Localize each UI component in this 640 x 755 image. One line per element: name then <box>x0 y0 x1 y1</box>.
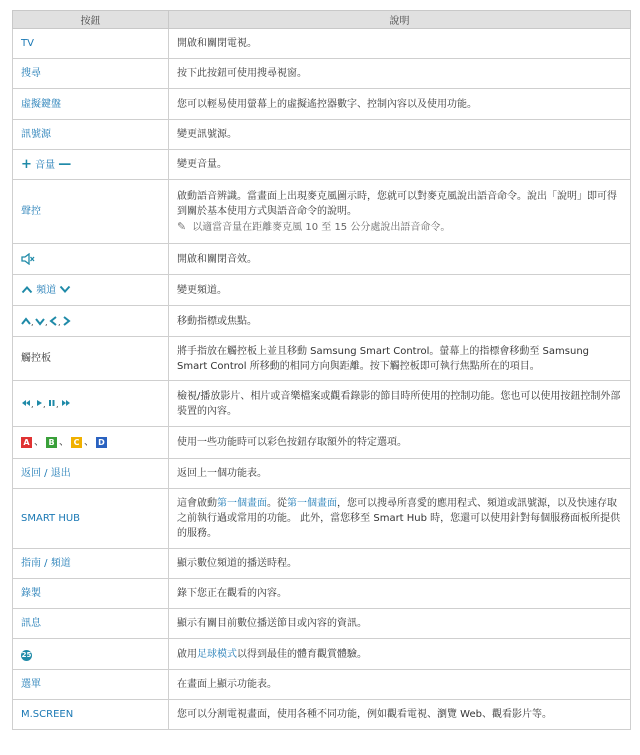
row-description: 使用一些功能時可以彩色按鈕存取額外的特定選項。 <box>169 427 631 459</box>
svg-text:,: , <box>31 317 34 326</box>
table-header-row <box>13 11 631 29</box>
table-row <box>13 306 631 337</box>
button-search-link[interactable]: 搜尋 <box>13 59 169 89</box>
table-row <box>13 459 631 489</box>
table-row <box>13 639 631 670</box>
button-mute[interactable] <box>13 244 169 275</box>
row-description: 返回上一個功能表。 <box>169 459 631 489</box>
separator: 、 <box>84 437 94 448</box>
table-row <box>13 150 631 180</box>
table-row <box>13 489 631 549</box>
button-volume[interactable] <box>13 150 169 180</box>
first-screen-link[interactable]: 第一個畫面 <box>217 498 267 509</box>
arrow-keys-icon <box>21 316 83 326</box>
chevron-down-icon <box>59 285 71 294</box>
desc-text: 啟用 <box>177 648 197 660</box>
svg-text:,: , <box>43 400 46 408</box>
media-controls-icon <box>21 398 85 408</box>
voice-note-text: 以適當音量在距離麥克風 10 至 15 公分處說出語音命令。 <box>192 221 451 233</box>
row-description: 顯示數位頻道的播送時程。 <box>169 549 631 579</box>
color-button-b-icon[interactable]: B <box>46 437 57 448</box>
volume-minus-icon: — <box>58 156 72 172</box>
table-row <box>13 700 631 730</box>
header-description-col: 說明 <box>169 11 631 29</box>
button-color-keys[interactable] <box>13 427 169 459</box>
row-description: 您可以輕易使用螢幕上的虛擬遙控器數字、控制內容以及使用功能。 <box>169 89 631 120</box>
row-description <box>169 180 631 244</box>
row-description: 顯示有關目前數位播送節目或內容的資訊。 <box>169 609 631 639</box>
row-description: 按下此按鈕可使用搜尋視窗。 <box>169 59 631 89</box>
table-row <box>13 609 631 639</box>
color-button-c-icon[interactable]: C <box>71 437 82 448</box>
first-screen-link[interactable]: 第一個畫面 <box>287 498 337 509</box>
button-tv-link[interactable]: TV <box>13 29 169 59</box>
football-icon: 25 <box>21 650 32 659</box>
table-row <box>13 29 631 59</box>
row-description: 變更訊號源。 <box>169 120 631 150</box>
volume-label: 音量 <box>35 159 56 171</box>
row-description: 開啟和關閉音效。 <box>169 244 631 275</box>
table-row <box>13 244 631 275</box>
row-description: 開啟和關閉電視。 <box>169 29 631 59</box>
svg-text:,: , <box>45 317 48 326</box>
row-description: 變更音量。 <box>169 150 631 180</box>
channel-label: 頻道 <box>36 284 57 296</box>
button-voice-link[interactable]: 聲控 <box>13 180 169 244</box>
chevron-up-icon <box>21 285 33 294</box>
row-description <box>169 489 631 549</box>
voice-note <box>177 219 622 235</box>
svg-text:,: , <box>31 400 34 408</box>
separator: 、 <box>34 437 44 448</box>
color-button-a-icon[interactable]: A <box>21 437 32 448</box>
football-mode-link[interactable]: 足球模式 <box>197 648 237 660</box>
button-menu-link[interactable]: 選單 <box>13 670 169 700</box>
row-description: 移動指標或焦點。 <box>169 306 631 337</box>
row-description <box>169 639 631 670</box>
remote-buttons-table <box>12 10 631 730</box>
button-return-exit-link[interactable]: 返回 / 退出 <box>13 459 169 489</box>
button-record-link[interactable]: 錄製 <box>13 579 169 609</box>
table-row <box>13 549 631 579</box>
desc-text: 以得到最佳的體育觀賞體驗。 <box>237 648 367 660</box>
row-description: 在畫面上顯示功能表。 <box>169 670 631 700</box>
table-row <box>13 275 631 306</box>
table-row <box>13 337 631 381</box>
button-smart-hub-link[interactable]: SMART HUB <box>13 489 169 549</box>
button-info-link[interactable]: 訊息 <box>13 609 169 639</box>
svg-text:,: , <box>56 400 59 408</box>
button-mscreen-link[interactable]: M.SCREEN <box>13 700 169 730</box>
button-media-controls[interactable] <box>13 381 169 427</box>
table-row <box>13 579 631 609</box>
button-football[interactable] <box>13 639 169 670</box>
desc-text: 這會啟動 <box>177 498 217 509</box>
button-channel[interactable] <box>13 275 169 306</box>
desc-text: 。從 <box>267 498 287 509</box>
row-description: 錄下您正在觀看的內容。 <box>169 579 631 609</box>
volume-plus-icon: + <box>21 156 32 172</box>
table-row <box>13 381 631 427</box>
button-guide-link[interactable]: 指南 / 頻道 <box>13 549 169 579</box>
desc-text: ，您可以搜尋所喜愛的應用程式、頻道或訊號源，以及快速存取之前執行過或常用的功能。 此外，當您移至 Smart Hub 時，您還可以使用針對每個服務面板所提供的服務。 <box>177 498 621 539</box>
row-description: 變更頻道。 <box>169 275 631 306</box>
touchpad-label: 觸控板 <box>13 337 169 381</box>
mute-speaker-icon <box>21 253 35 265</box>
table-row <box>13 120 631 150</box>
button-source-link[interactable]: 訊號源 <box>13 120 169 150</box>
svg-text:,: , <box>58 317 61 326</box>
button-virtual-keyboard-link[interactable]: 虛擬鍵盤 <box>13 89 169 120</box>
voice-description: 啟動語音辨識。當畫面上出現麥克風圖示時，您就可以對麥克風說出語音命令。說出「說明」即可得到關於基本使用方式與語音命令的說明。 <box>177 190 617 217</box>
table-row <box>13 670 631 700</box>
row-description: 您可以分割電視畫面，使用各種不同功能，例如觀看電視、瀏覽 Web、觀看影片等。 <box>169 700 631 730</box>
row-description: 將手指放在觸控板上並且移動 Samsung Smart Control。螢幕上的指標會移動至 Samsung Smart Control 所移動的相同方向與距離。按下觸控板即可執行焦點所在的項目。 <box>169 337 631 381</box>
separator: 、 <box>59 437 69 448</box>
note-pencil-icon: ✎ <box>177 219 187 233</box>
header-button-col: 按鈕 <box>13 11 169 29</box>
button-direction-keys[interactable] <box>13 306 169 337</box>
table-row <box>13 180 631 244</box>
color-button-d-icon[interactable]: D <box>96 437 107 448</box>
row-description: 檢視/播放影片、相片或音樂檔案或觀看錄影的節目時所使用的控制功能。您也可以使用按鈕控制外部裝置的內容。 <box>169 381 631 427</box>
table-row <box>13 89 631 120</box>
table-row <box>13 59 631 89</box>
table-row <box>13 427 631 459</box>
